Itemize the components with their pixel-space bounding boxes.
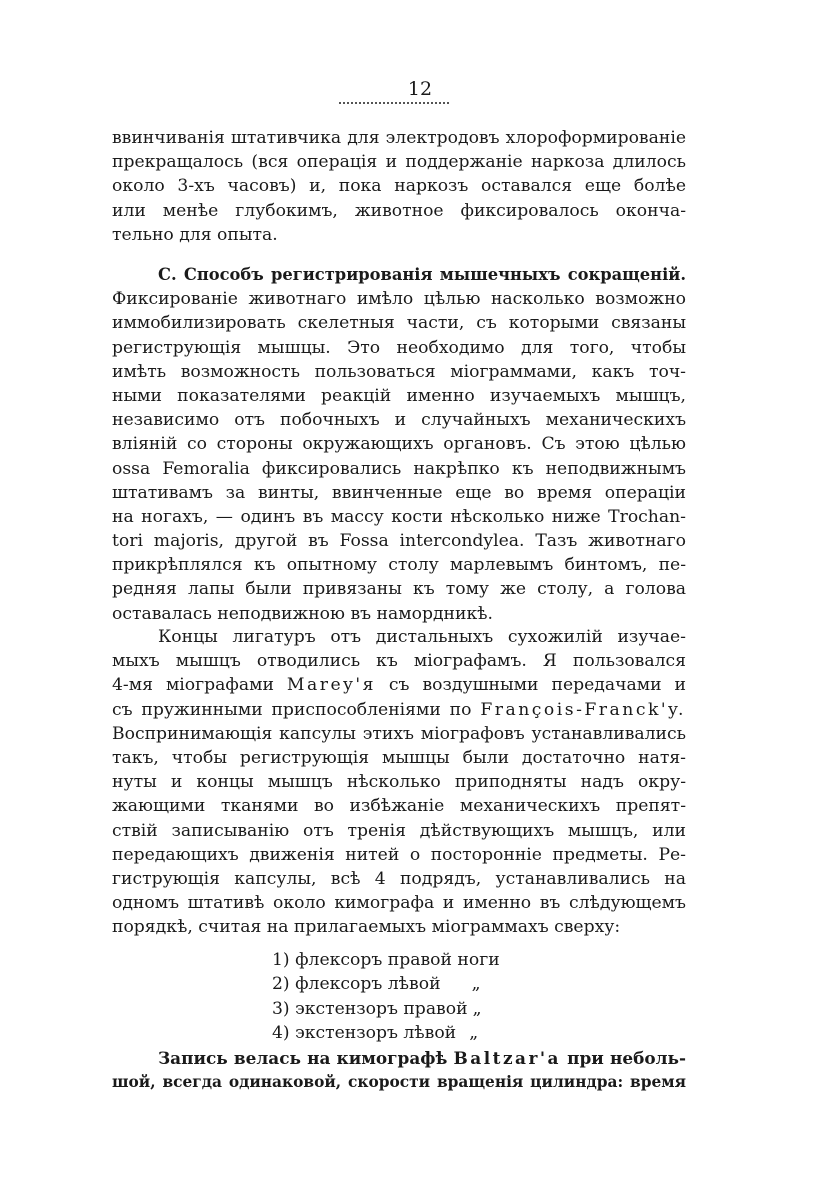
text-line: на ногахъ, — одинъ въ массу кости нѣсколько ниже Trochan- [112,506,686,527]
paragraph-kymograph [112,1046,686,1094]
list-item-text: 2) флексоръ лѣвой [272,974,441,995]
text-line: жающими тканями во избѣжаніе механическихъ препят- [112,796,686,817]
paragraph-continuation [112,126,686,247]
text-line [112,698,686,722]
text-line: гиструющія капсулы, всѣ 4 подрядъ, устанавливались на [112,868,686,889]
list-item-text: 4) экстензоръ лѣвой [272,1023,457,1044]
text-line [112,1046,686,1070]
text-line: Воспринимающія капсулы этихъ міографовъ устанавливались [112,723,686,744]
text-line: региструющія мышцы. Это необходимо для того, чтобы [112,337,686,358]
text-line: ossa Femoralia фиксировались накрѣпко къ неподвижнымъ [112,458,686,479]
text-segment: съ пружинными приспособленіями по [112,699,481,720]
text-line: порядкѣ, считая на прилагаемыхъ міограммахъ сверху: [112,917,621,938]
text-line: ными показателями реакцій именно изучаемыхъ мышцъ, [112,385,686,406]
text-line: или менѣе глубокимъ, животное фиксировалось оконча- [112,200,686,221]
myograph-order-list [272,948,500,1046]
ditto-mark: „ [472,998,482,1019]
text-line: Концы лигатуръ отъ дистальныхъ сухожилій изучае- [158,627,686,647]
section-c [112,263,686,626]
text-line: около 3-хъ часовъ) и, пока наркозъ оставался еще болѣе [112,176,686,197]
text-line: независимо отъ побочныхъ и случайныхъ механическихъ [112,410,686,431]
text-line: вліяній со стороны окружающихъ органовъ. Съ этою цѣлью [112,434,686,455]
page-number: 12 [407,78,433,100]
text-line: шой, всегда одинаковой, скорости вращенія цилиндра: время [112,1073,686,1092]
author-name: François-Franck'y. [480,699,686,720]
text-line: такъ, чтобы региструющія мышцы были достаточно натя- [112,747,686,768]
list-item [272,997,500,1021]
text-line: имѣть возможность пользоваться міограммами, какъ точ- [112,361,686,382]
ditto-mark: „ [469,1023,479,1044]
text-line: мыхъ мышцъ отводились къ міографамъ. Я пользовался [112,651,686,672]
header-rule [339,102,449,104]
list-item-text: 3) экстензоръ правой [272,998,468,1019]
text-line: ствій записыванію отъ тренія дѣйствующихъ мышцъ, или [112,820,686,841]
author-name: Baltzar'a [453,1048,562,1068]
ditto-mark: „ [471,974,481,995]
text-line [112,673,686,697]
text-line: ввинчиванія штативчика для электродовъ хлороформированіе [112,128,686,148]
text-line: прикрѣплялся къ опытному столу марлевымъ бинтомъ, пе- [112,555,686,576]
paragraph-myographs [112,625,686,939]
text-line: иммобилизировать скелетныя части, съ которыми связаны [112,313,686,334]
text-line: нуты и концы мышцъ нѣсколько приподняты надъ окру- [112,772,686,793]
text-line: передающихъ движенія нитей о посторонніе предметы. Ре- [112,844,686,865]
list-item-text: 1) флексоръ правой ноги [272,950,500,970]
text-line: редняя лапы были привязаны къ тому же столу, а голова [112,579,686,600]
text-line: одномъ штативѣ около кимографа и именно въ слѣдующемъ [112,893,686,914]
list-item [272,948,500,972]
text-line: тельно для опыта. [112,224,278,245]
text-line: Фиксированіе животнаго имѣло цѣлью насколько возможно [112,289,686,310]
text-segment: 4-мя міографами [112,675,287,696]
text-line: оставалась неподвижною въ намордникѣ. [112,603,494,624]
text-line: tori majoris, другой въ Fossa intercondylea. Тазъ животнаго [112,531,686,552]
author-name: Marey'я [286,675,376,696]
text-segment: съ воздушными передачами и [375,675,686,696]
text-line: штативамъ за винты, ввинченные еще во время операціи [112,482,686,503]
text-segment: при неболь- [561,1048,686,1068]
text-line: прекращалось (вся операція и поддержаніе наркоза длилось [112,152,686,173]
list-item [272,1021,500,1045]
list-item [272,972,500,996]
section-heading: С. Способъ регистрированія мышечныхъ сокращеній. [158,265,686,284]
text-segment: Запись велась на кимографѣ [158,1048,454,1068]
